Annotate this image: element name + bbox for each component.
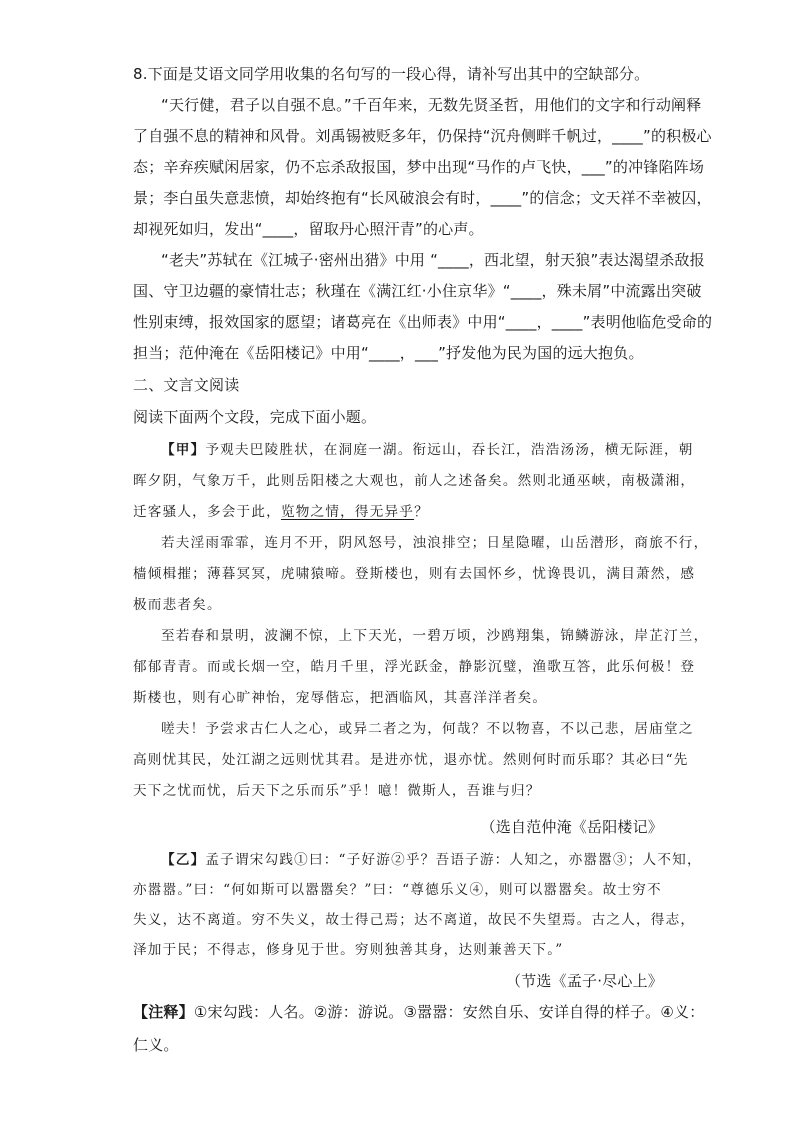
passage-line: 斯楼也，则有心旷神怡，宠辱偕忘，把酒临风，其喜洋洋者矣。 <box>133 690 548 706</box>
q8-line: 性别束缚，报效国家的愿望；诸葛亮在《出师表》中用“____，____”表明他临危受命的 <box>133 313 713 331</box>
passage-line: 郁郁青青。而或长烟一空，皓月千里，浮光跃金，静影沉璧，渔歌互答，此乐何极！登 <box>133 659 696 675</box>
annotation-text: 仁义。 <box>133 1036 179 1054</box>
q8-line: 却视死如归，发出“____，留取丹心照汗青”的心声。 <box>133 220 484 238</box>
q8-line: 态；辛弃疾赋闲居家，仍不忘杀敌报国，梦中出现“马作的卢飞快，___”的冲锋陷阵场 <box>133 158 705 176</box>
passage-jia-source: （选自范仲淹《岳阳楼记》 <box>480 818 663 836</box>
passage-line: 亦嚣嚣。”曰：“何如斯可以嚣嚣矣？”曰：“尊德乐义④，则可以嚣嚣矣。故士穷不 <box>133 882 662 898</box>
q8-line: 景；李白虽失意悲愤，却始终抱有“长风破浪会有时，____”的信念；文天祥不幸被囚， <box>133 189 712 207</box>
underlined-sentence: 览物之情，得无异乎 <box>280 504 415 520</box>
passage-line: 天下之忧而忧，后天下之乐而乐”乎！噫！微斯人，吾谁与归？ <box>133 783 541 799</box>
passage-line: 孟子谓宋勾践①曰：“子好游②乎？吾语子游：人知之，亦嚣嚣③；人不知， <box>205 852 702 868</box>
section-instruction: 阅读下面两个文段，完成下面小题。 <box>133 408 377 426</box>
passage-line: 嗟夫！予尝求古仁人之心，或异二者之为，何哉？不以物喜，不以己悲，居庙堂之 <box>161 721 694 737</box>
q8-line: 担当；范仲淹在《岳阳楼记》中用“____，___”抒发他为民为国的远大抱负。 <box>133 344 644 362</box>
passage-punct: ？ <box>414 504 429 520</box>
passage-yi <box>133 845 702 965</box>
annotations <box>133 996 705 1062</box>
passage-line: 予观夫巴陵胜状，在洞庭一湖。衔远山，吞长江，浩浩汤汤，横无际涯，朝 <box>205 442 694 458</box>
passage-line: 晖夕阴，气象万千，此则岳阳楼之大观也，前人之述备矣。然则北通巫峡，南极潇湘， <box>133 473 696 489</box>
annotations-label: 【注释】 <box>133 1003 194 1021</box>
question-8 <box>133 59 713 369</box>
passage-yi-source: （节选《孟子·尽心上》 <box>506 972 663 990</box>
passage-line: 樯倾楫摧；薄暮冥冥，虎啸猿啼。登斯楼也，则有去国怀乡，忧谗畏讥，满目萧然，感 <box>133 566 696 582</box>
passage-line: 泽加于民；不得志，修身见于世。穷则独善其身，达则兼善天下。” <box>133 942 564 958</box>
section-heading: 二、文言文阅读 <box>133 376 240 394</box>
q8-line: “老夫”苏轼在《江城子·密州出猎》中用 “____，西北望，射天狼”表达渴望杀敌报 <box>161 251 705 269</box>
q8-prompt: 8.下面是艾语文同学用收集的名句写的一段心得，请补写出其中的空缺部分。 <box>133 65 650 83</box>
passage-line: 极而悲者矣。 <box>133 597 222 613</box>
passage-line: 失义，达不离道。穷不失义，故士得己焉；达不离道，故民不失望焉。古之人，得志， <box>133 912 696 928</box>
passage-yi-label: 【乙】 <box>161 852 206 868</box>
passage-line: 若夫淫雨霏霏，连月不开，阴风怒号，浊浪排空；日星隐曜，山岳潜形，商旅不行， <box>161 535 709 551</box>
q8-line: 了自强不息的精神和风骨。刘禹锡被贬多年，仍保持“沉舟侧畔千帆过，____”的积极心 <box>133 127 712 145</box>
passage-jia-label: 【甲】 <box>161 442 206 458</box>
annotation-text: ①宋勾践：人名。②游：游说。③嚣嚣：安然自乐、安详自得的样子。④义： <box>193 1003 705 1021</box>
section-2 <box>133 369 663 433</box>
passage-line: 迁客骚人，多会于此， <box>133 504 281 520</box>
passage-jia <box>133 435 709 807</box>
q8-line: 国、守卫边疆的豪情壮志；秋瑾在《满江红·小住京华》“____，殊未屑”中流露出突破 <box>133 282 702 300</box>
q8-line: “天行健，君子以自强不息。”千百年来，无数先贤圣哲，用他们的文字和行动阐释 <box>161 96 702 114</box>
passage-line: 高则忧其民，处江湖之远则忧其君。是进亦忧，退亦忧。然则何时而乐耶？其必曰“先 <box>133 752 689 768</box>
passage-line: 至若春和景明，波澜不惊，上下天光，一碧万顷，沙鸥翔集，锦鳞游泳，岸芷汀兰， <box>161 628 709 644</box>
